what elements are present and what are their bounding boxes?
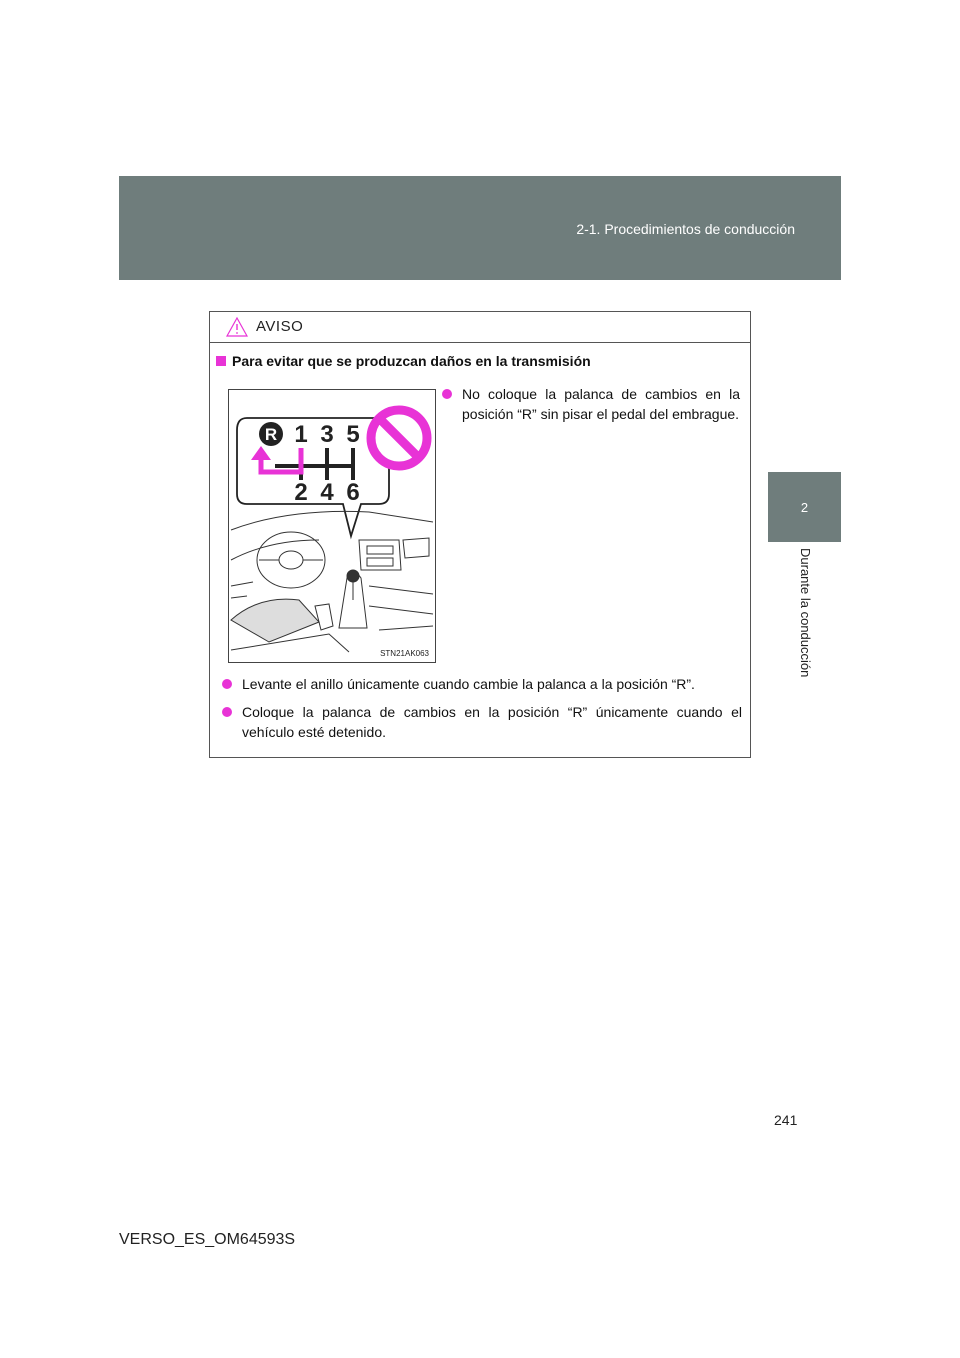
illustration-code: STN21AK063 [380, 649, 429, 658]
square-bullet-icon [216, 356, 226, 366]
gear-4-label: 4 [320, 479, 334, 506]
warning-header [210, 312, 750, 343]
warning-triangle-icon [226, 317, 248, 337]
gear-1-label: 1 [294, 421, 308, 448]
bullet-item [442, 384, 740, 424]
gear-6-label: 6 [346, 479, 360, 506]
bullet-text: No coloque la palanca de cambios en la posición “R” sin pisar el pedal del embrague. [462, 386, 740, 422]
warning-label: AVISO [256, 318, 304, 335]
document-code: VERSO_ES_OM64593S [119, 1231, 296, 1248]
gear-5-label: 5 [346, 421, 360, 448]
header-title: 2-1. Procedimientos de conducción [576, 221, 795, 237]
section-title-text: Para evitar que se produzcan daños en la transmisión [232, 353, 591, 369]
bullet-dot-icon [222, 679, 232, 689]
bullet-text: Levante el anillo únicamente cuando cambie la palanca a la posición “R”. [242, 676, 695, 692]
warning-box [209, 311, 751, 758]
bullet-dot-icon [442, 389, 452, 399]
gear-r-label: R [264, 425, 278, 444]
page-number: 241 [774, 1112, 798, 1128]
bullet-item [222, 674, 742, 694]
chapter-number: 2 [800, 500, 809, 515]
prohibition-icon [371, 410, 427, 466]
bullet-text: Coloque la palanca de cambios en la posición “R” únicamente cuando el vehículo esté detenido. [242, 704, 742, 740]
page-header [119, 176, 841, 280]
gearshift-drawing [229, 390, 435, 662]
section-title [216, 353, 591, 369]
bullet-dot-icon [222, 707, 232, 717]
bullet-item [222, 702, 742, 742]
chapter-tab [768, 472, 841, 542]
gearshift-illustration [228, 389, 436, 663]
gear-3-label: 3 [320, 421, 334, 448]
gear-2-label: 2 [294, 479, 308, 506]
chapter-label: Durante la conducción [798, 548, 813, 678]
